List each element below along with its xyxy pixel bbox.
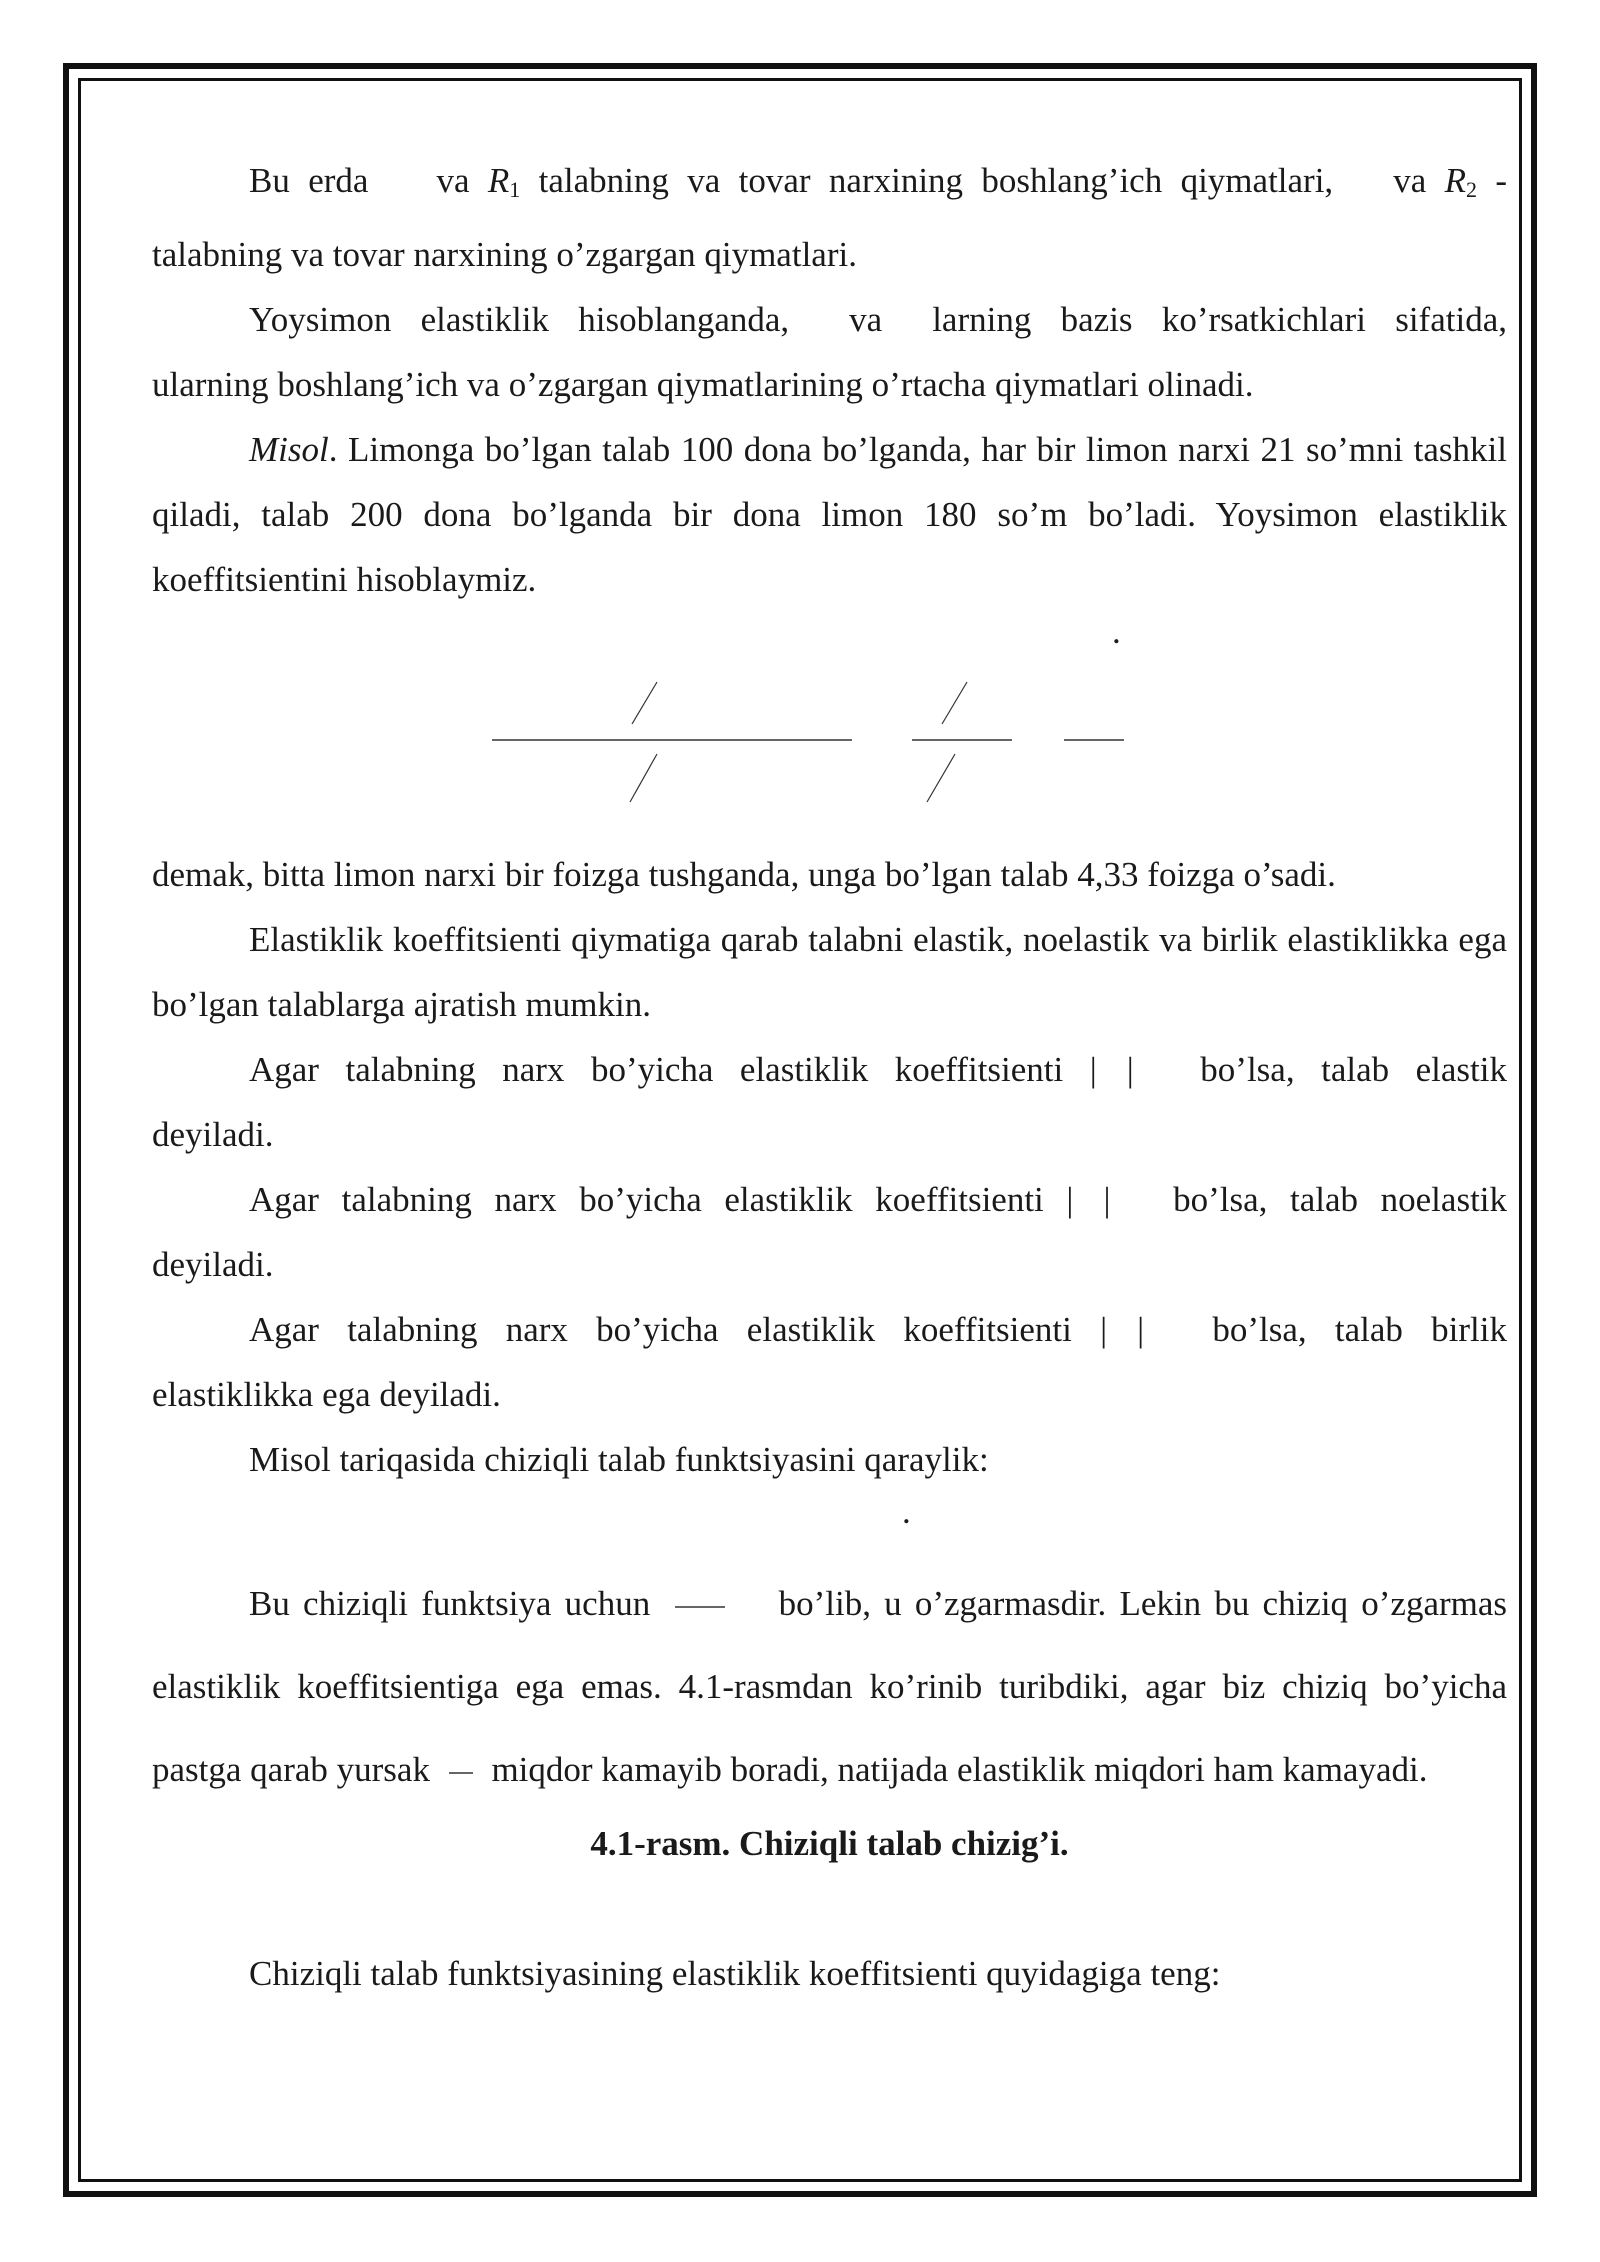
abs-bar: | — [1103, 1180, 1111, 1219]
fraction-line — [675, 1597, 725, 1617]
paragraph-arc-elasticity — [152, 287, 1507, 352]
paragraph-inelastic-line2: deyiladi. — [152, 1245, 274, 1284]
formula-arc-elasticity — [152, 612, 1507, 842]
text: larning bazis ko’rsatkichlari sifatida, — [932, 300, 1507, 339]
text: . Limonga bo’lgan talab 100 dona bo’lganda, har bir limon narxi 21 so’mni tashkil qiladi, talab 200 dona bo’lganda bir dona limon 180 so’m bo’ladi. Yoysimon elastiklik koeffitsientini hisoblaymiz. — [152, 430, 1507, 599]
text: Bu erda — [249, 161, 369, 200]
text: bo’lsa, talab noelastik — [1173, 1180, 1508, 1219]
paragraph-linear-example: Misol tariqasida chiziqli talab funktsiyasini qaraylik: — [249, 1440, 989, 1479]
subscript: 1 — [509, 177, 521, 202]
paragraph-definitions-line1 — [152, 148, 1507, 222]
fraction-lines — [152, 612, 1507, 842]
paragraph-inelastic — [152, 1167, 1507, 1232]
text: bo’lsa, talab birlik — [1212, 1310, 1508, 1349]
paragraph-conclusion: demak, bitta limon narxi bir foizga tushganda, unga bo’lgan talab 4,33 foizga o’sadi. — [152, 855, 1336, 894]
paragraph-unit-elastic — [152, 1297, 1507, 1362]
abs-bar: | — [1089, 1050, 1097, 1089]
text: Agar talabning narx bo’yicha elastiklik koeffitsienti — [249, 1310, 1072, 1349]
symbol-r1: R — [487, 161, 510, 200]
paragraph-elastic-line2: deyiladi. — [152, 1115, 274, 1154]
paragraph-unit-elastic-line2: elastiklikka ega deyiladi. — [152, 1375, 501, 1414]
document-body — [152, 148, 1507, 2006]
text: Yoysimon elastiklik hisoblanganda, — [249, 300, 790, 339]
paragraph-linear-elasticity: Chiziqli talab funktsiyasining elastiklik koeffitsienti quyidagiga teng: — [249, 1954, 1221, 1993]
abs-bar: | — [1137, 1310, 1145, 1349]
paragraph-arc-elasticity-line2: ularning boshlang’ich va o’zgargan qiymatlarining o’rtacha qiymatlari olinadi. — [152, 365, 1254, 404]
text: Agar talabning narx bo’yicha elastiklik koeffitsienti — [249, 1050, 1064, 1089]
text: bo’lsa, talab elastik — [1200, 1050, 1507, 1089]
figure-caption: 4.1-rasm. Chiziqli talab chizig’i. — [590, 1824, 1069, 1863]
abs-bar: | — [1100, 1310, 1108, 1349]
paragraph-linear-function — [152, 1562, 1507, 1811]
text: Bu chiziqli funktsiya uchun — [249, 1584, 651, 1623]
abs-bar: | — [1066, 1180, 1074, 1219]
paragraph-elastic — [152, 1037, 1507, 1102]
example-label: Misol — [249, 430, 329, 469]
text: va — [849, 300, 883, 339]
formula-linear-demand — [152, 1492, 1507, 1562]
symbol-r2: R — [1444, 161, 1466, 200]
formula-dot: . — [902, 1492, 911, 1531]
text: bo’lib, u o’zgarmasdir. Lekin bu chiziq o’zgarmas elastiklik koeffitsientiga ega emas. 4.1-rasmdan ko’rinib turibdiki, agar biz chiziq bo’yicha pastga qarab yursak — [152, 1584, 1508, 1789]
text: Agar talabning narx bo’yicha elastiklik koeffitsienti — [249, 1180, 1044, 1219]
formula-dot: . — [1112, 612, 1121, 651]
text: miqdor kamayib boradi, natijada elastiklik miqdori ham kamayadi. — [491, 1750, 1428, 1789]
abs-bar: | — [1126, 1050, 1134, 1089]
text: talabning va tovar narxining boshlang’ich qiymatlari, — [538, 161, 1334, 200]
fraction-line — [449, 1763, 473, 1783]
text: va — [436, 161, 470, 200]
paragraph-classification: Elastiklik koeffitsienti qiymatiga qarab talabni elastik, noelastik va birlik elastiklikka ega bo’lgan talablarga ajratish mumkin. — [152, 920, 1507, 1024]
text: - — [1495, 161, 1508, 200]
subscript: 2 — [1466, 177, 1477, 202]
text: va — [1393, 161, 1427, 200]
paragraph-example — [152, 417, 1507, 612]
paragraph-definitions-line2: talabning va tovar narxining o’zgargan qiymatlari. — [152, 235, 857, 274]
